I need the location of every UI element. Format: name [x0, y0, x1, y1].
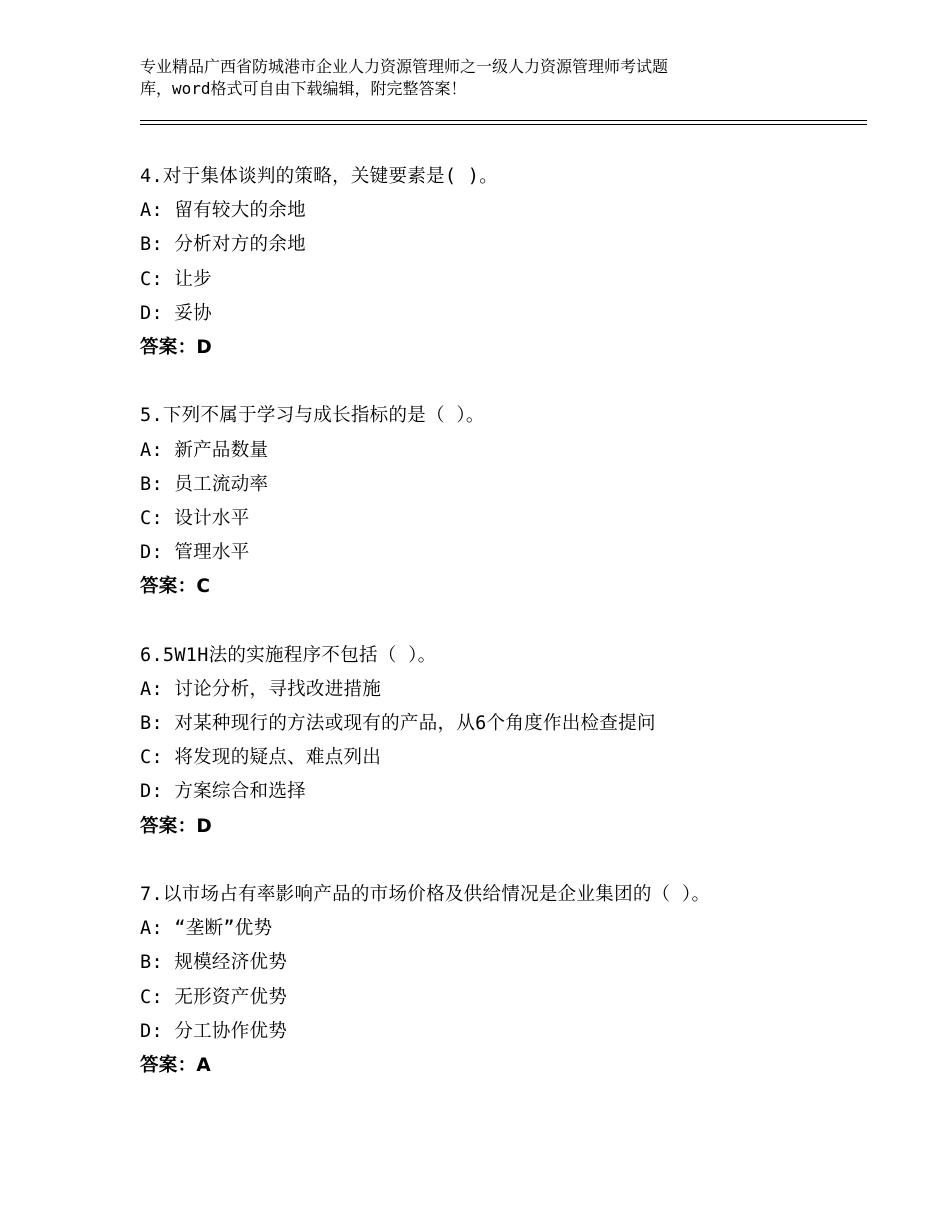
option-a: A: 新产品数量	[140, 439, 269, 461]
header-line-2: 库，word格式可自由下载编辑，附完整答案！	[140, 79, 467, 98]
option-d: D: 妥协	[140, 302, 212, 324]
question-6	[140, 639, 900, 844]
option-d: D: 方案综合和选择	[140, 781, 306, 803]
option-a: A: 留有较大的余地	[140, 200, 306, 222]
option-a: A: 讨论分析，寻找改进措施	[140, 678, 382, 700]
question-4	[140, 160, 900, 365]
question-spacer	[140, 604, 900, 638]
option-c: C: 无形资产优势	[140, 986, 288, 1008]
question-spacer	[140, 844, 900, 878]
question-list	[140, 160, 900, 1083]
option-a: A: “垄断”优势	[140, 918, 273, 940]
question-stem: 6.5W1H法的实施程序不包括（ ）。	[140, 644, 437, 666]
option-b: B: 规模经济优势	[140, 952, 288, 974]
option-b: B: 对某种现行的方法或现有的产品，从6个角度作出检查提问	[140, 713, 656, 734]
option-b: B: 员工流动率	[140, 473, 269, 495]
question-5	[140, 399, 900, 604]
option-b: B: 分析对方的余地	[140, 234, 306, 256]
question-spacer	[140, 365, 900, 399]
answer-line: 答案：D	[140, 815, 213, 837]
answer-line: 答案：D	[140, 336, 213, 358]
question-stem: 5.下列不属于学习与成长指标的是（ ）。	[140, 405, 485, 427]
option-c: C: 让步	[140, 268, 212, 290]
option-d: D: 管理水平	[140, 542, 250, 564]
question-stem: 7.以市场占有率影响产品的市场价格及供给情况是企业集团的（ ）。	[140, 883, 711, 905]
answer-line: 答案：C	[140, 576, 211, 598]
option-c: C: 将发现的疑点、难点列出	[140, 747, 382, 769]
question-7	[140, 878, 900, 1083]
header-line-1: 专业精品广西省防城港市企业人力资源管理师之一级人力资源管理师考试题	[140, 57, 669, 76]
option-d: D: 分工协作优势	[140, 1020, 288, 1042]
answer-line: 答案：A	[140, 1054, 212, 1076]
option-c: C: 设计水平	[140, 507, 250, 529]
document-header	[140, 56, 840, 100]
header-divider	[140, 120, 867, 125]
question-stem: 4.对于集体谈判的策略，关键要素是( )。	[140, 166, 498, 187]
